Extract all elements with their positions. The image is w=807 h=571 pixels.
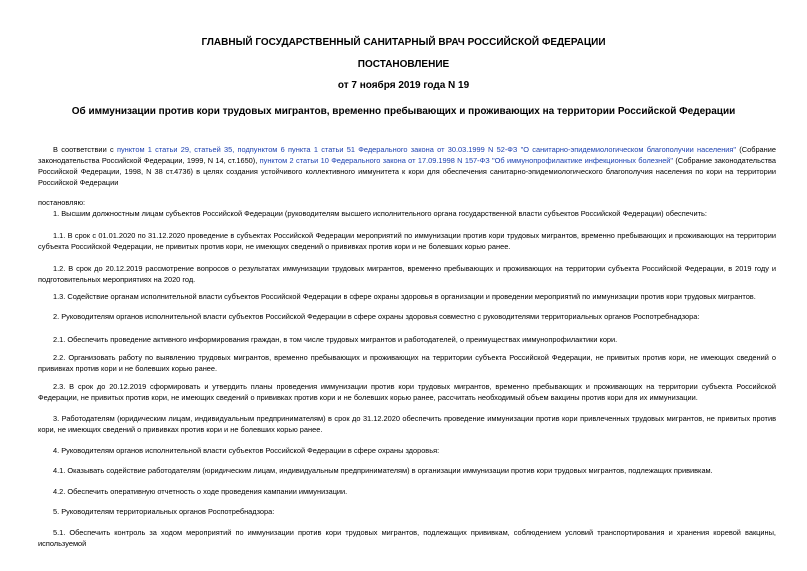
item-2-3: 2.3. В срок до 20.12.2019 сформировать и утвердить планы проведения иммунизации против кори трудовых мигрантов, временно пребывающих и проживающих на территории субъекта Российской Федерации, не привитых против кори, не имеющих сведений о прививках против кори и не болевших корью ранее, рассчитать необходимый объем вакцины против кори для их иммунизации.: [38, 382, 776, 402]
item-1-2: 1.2. В срок до 20.12.2019 рассмотрение вопросов о результатах иммунизации трудовых мигрантов, временно пребывающих и проживающих на территории субъекта Российской Федерации, в 2019 году и подготовительных мероприятиях на 2020 год.: [38, 264, 776, 284]
resolve-text: постановляю:: [38, 198, 86, 207]
preamble-text-2: (Собрание законодательства Российской Федерации, 1999, N 14, ст.1650),: [38, 145, 776, 165]
issuing-authority: ГЛАВНЫЙ ГОСУДАРСТВЕННЫЙ САНИТАРНЫЙ ВРАЧ РОССИЙСКОЙ ФЕДЕРАЦИИ: [201, 37, 606, 48]
item-5-1: 5.1. Обеспечить контроль за ходом мероприятий по иммунизации против кори трудовых мигрантов, подлежащих прививкам, соблюдением условий транспортирования и хранения коревой вакцины, используемой: [38, 528, 776, 548]
preamble-text-3: (Собрание законодательства Российской Федерации, 1998, N 38 ст.4736) в целях создания устойчивого коллективного иммунитета к кори для обеспечения санитарно-эпидемиологического благополучия населения по кори на территории Российской Федерации: [38, 156, 776, 187]
document-title: Об иммунизации против кори трудовых мигрантов, временно пребывающих и проживающих на территории Российской Федерации: [71, 106, 736, 117]
preamble-text-1: В соответствии с: [53, 145, 117, 154]
item-4-1: 4.1. Оказывать содействие работодателям (юридическим лицам, индивидуальным предпринимателям) в организации иммунизации против кори трудовых мигрантов, подлежащих прививкам.: [53, 466, 713, 475]
law-link-52fz[interactable]: пунктом 1 статьи 29, статьей 35, подпунктом 6 пункта 1 статьи 51 Федерального закона от 30.03.1999 N 52-ФЗ "О санитарно-эпидемиологическом благополучии населения": [116, 145, 737, 154]
document-type: ПОСТАНОВЛЕНИЕ: [357, 59, 450, 70]
item-4-2: 4.2. Обеспечить оперативную отчетность о ходе проведения кампании иммунизации.: [53, 487, 348, 496]
item-2-2: 2.2. Организовать работу по выявлению трудовых мигрантов, временно пребывающих и проживающих на территории субъекта Российской Федерации, не привитых против кори, не имеющих сведений о прививках против кори и не болевших корью ранее.: [38, 353, 776, 373]
item-1-1: 1.1. В срок с 01.01.2020 по 31.12.2020 проведение в субъектах Российской Федерации мероприятий по иммунизации против кори трудовых мигрантов, временно пребывающих и проживающих на территории субъекта Российской Федерации, не привитых против кори, не имеющих сведений о прививках против кори и не болевших корью ранее.: [38, 231, 776, 251]
item-4: 4. Руководителям органов исполнительной власти субъектов Российской Федерации в сфере охраны здоровья:: [53, 446, 440, 455]
item-5: 5. Руководителям территориальных органов Роспотребнадзора:: [53, 507, 275, 516]
item-2-1: 2.1. Обеспечить проведение активного информирования граждан, в том числе трудовых мигрантов и работодателей, о преимуществах иммунопрофилактики кори.: [53, 335, 618, 344]
item-2: 2. Руководителям органов исполнительной власти субъектов Российской Федерации в сфере охраны здоровья совместно с руководителями территориальных органов Роспотребнадзора:: [53, 312, 700, 321]
preamble-paragraph: [38, 144, 776, 188]
law-link-157fz[interactable]: пунктом 2 статьи 10 Федерального закона от 17.09.1998 N 157-ФЗ "Об иммунопрофилактике инфекционных болезней": [259, 156, 674, 165]
item-3: 3. Работодателям (юридическим лицам, индивидуальным предпринимателям) в срок до 31.12.2020 обеспечить проведение иммунизации против кори привлеченных трудовых мигрантов, не привитых против кори, не имеющих сведений о прививках против кори и не болевших корью ранее.: [38, 414, 776, 434]
item-1-3: 1.3. Содействие органам исполнительной власти субъектов Российской Федерации в сфере охраны здоровья в организации и проведении мероприятий по иммунизации против кори трудовых мигрантов.: [53, 292, 756, 301]
document-date-number: от 7 ноября 2019 года N 19: [337, 80, 470, 91]
item-1: 1. Высшим должностным лицам субъектов Российской Федерации (руководителям высшего исполнительного органа государственной власти субъектов Российской Федерации) обеспечить:: [53, 209, 707, 218]
